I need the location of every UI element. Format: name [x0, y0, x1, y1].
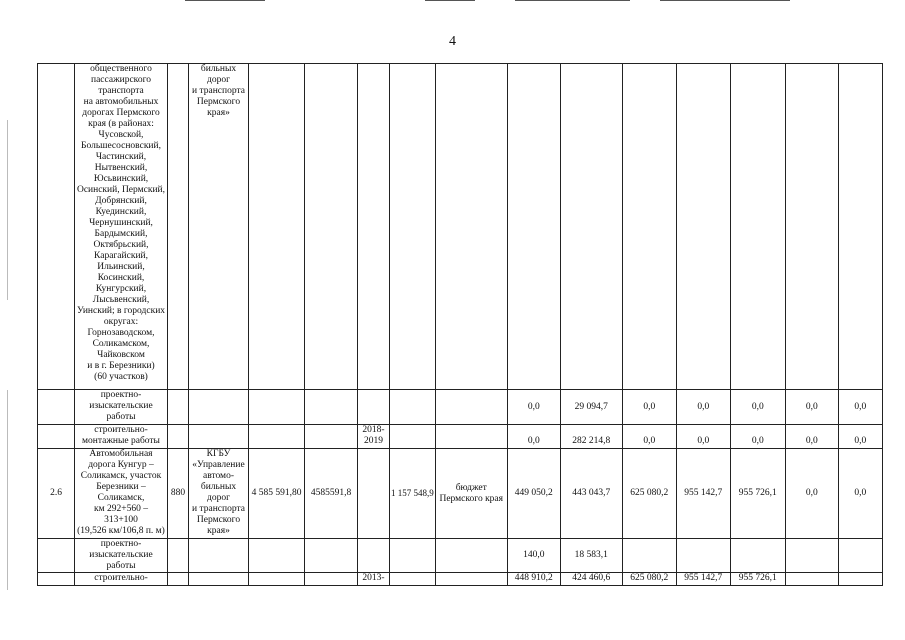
cell-years: 2013-	[358, 573, 390, 586]
table-row	[38, 64, 883, 390]
cell-source: бюджет Пермского края	[435, 449, 507, 539]
program-table	[37, 63, 883, 586]
cell-v4: 0,0	[676, 425, 730, 449]
cell-v5: 0,0	[730, 425, 785, 449]
cell-v3: 0,0	[622, 425, 676, 449]
scan-line	[425, 0, 475, 1]
cell-code	[168, 573, 189, 586]
cell-years	[358, 539, 390, 573]
cell-paid: 1 157 548,9	[390, 449, 436, 539]
table-row	[38, 573, 883, 586]
cell-v2	[560, 64, 622, 390]
cell-cost-alt	[305, 64, 358, 390]
cell-cost-alt	[305, 539, 358, 573]
cell-source	[435, 539, 507, 573]
cell-source	[435, 390, 507, 425]
cell-years	[358, 390, 390, 425]
scan-line	[185, 0, 265, 1]
cell-cost-total	[249, 573, 305, 586]
cell-cost-alt	[305, 390, 358, 425]
cell-executor	[189, 539, 249, 573]
cell-v2: 443 043,7	[560, 449, 622, 539]
cell-name: строительно-	[75, 573, 168, 586]
cell-v1	[507, 64, 560, 390]
cell-v3: 625 080,2	[622, 573, 676, 586]
cell-code: 880	[168, 449, 189, 539]
cell-v7: 0,0	[838, 425, 882, 449]
cell-v4	[676, 539, 730, 573]
cell-v2: 282 214,8	[560, 425, 622, 449]
cell-paid	[390, 425, 436, 449]
cell-name: строительно- монтажные работы	[75, 425, 168, 449]
cell-v1: 0,0	[507, 425, 560, 449]
cell-source	[435, 573, 507, 586]
cell-years: 2018- 2019	[358, 425, 390, 449]
cell-v3: 0,0	[622, 390, 676, 425]
table-row	[38, 390, 883, 425]
cell-num: 2.6	[38, 449, 75, 539]
cell-v2: 18 583,1	[560, 539, 622, 573]
cell-cost-total	[249, 539, 305, 573]
cell-v4	[676, 64, 730, 390]
cell-paid	[390, 573, 436, 586]
cell-v7	[838, 539, 882, 573]
cell-v1: 448 910,2	[507, 573, 560, 586]
cell-num	[38, 539, 75, 573]
cell-executor: КГБУ «Управление автомо- бильных дорог и транспорта Пермского края»	[189, 449, 249, 539]
scan-margin-mark	[7, 120, 8, 300]
table-row	[38, 425, 883, 449]
cell-cost-total	[249, 64, 305, 390]
cell-v7: 0,0	[838, 390, 882, 425]
cell-v1: 0,0	[507, 390, 560, 425]
cell-num	[38, 573, 75, 586]
cell-paid	[390, 64, 436, 390]
cell-cost-alt: 4585591,8	[305, 449, 358, 539]
cell-num	[38, 425, 75, 449]
cell-cost-alt	[305, 425, 358, 449]
cell-code	[168, 390, 189, 425]
cell-v5	[730, 64, 785, 390]
cell-code	[168, 539, 189, 573]
cell-v4: 0,0	[676, 390, 730, 425]
cell-years	[358, 64, 390, 390]
page-number: 4	[449, 34, 456, 49]
cell-v4: 955 142,7	[676, 449, 730, 539]
cell-v1: 449 050,2	[507, 449, 560, 539]
cell-v6	[785, 539, 838, 573]
cell-v5	[730, 539, 785, 573]
cell-v5: 0,0	[730, 390, 785, 425]
cell-v7	[838, 573, 882, 586]
cell-num	[38, 64, 75, 390]
cell-v7: 0,0	[838, 449, 882, 539]
cell-cost-total	[249, 425, 305, 449]
cell-v2: 424 460,6	[560, 573, 622, 586]
cell-v6: 0,0	[785, 425, 838, 449]
cell-name: проектно- изыскательские работы	[75, 390, 168, 425]
cell-v3: 625 080,2	[622, 449, 676, 539]
cell-executor	[189, 425, 249, 449]
cell-source	[435, 425, 507, 449]
cell-v2: 29 094,7	[560, 390, 622, 425]
cell-v3	[622, 539, 676, 573]
cell-v3	[622, 64, 676, 390]
scan-line	[515, 0, 630, 1]
cell-paid	[390, 539, 436, 573]
cell-code	[168, 64, 189, 390]
table-row	[38, 539, 883, 573]
cell-v6	[785, 64, 838, 390]
cell-name: проектно- изыскательские работы	[75, 539, 168, 573]
table-row	[38, 449, 883, 539]
cell-v5: 955 726,1	[730, 573, 785, 586]
cell-v1: 140,0	[507, 539, 560, 573]
cell-v6	[785, 573, 838, 586]
cell-name: общественного пассажирского транспорта на автомобильных дорогах Пермского края (в районах: Чусовской, Большесосновский, Частинский, Нытвенский, Юсьвинский, Осинский, Пермский, Добрянский, Куединский, Чернушинский, Бардымский, Октябрьский, Карагайский, Ильинский, Косинский, Кунгурский, Лысьвенский, Уинский; в городских округах: Горнозаводском, Соликамском, Чайковском и в г. Березники) (60 участков)	[75, 64, 168, 390]
cell-v5: 955 726,1	[730, 449, 785, 539]
cell-code	[168, 425, 189, 449]
scan-margin-mark	[7, 390, 8, 590]
cell-cost-total: 4 585 591,80	[249, 449, 305, 539]
cell-years	[358, 449, 390, 539]
cell-cost-alt	[305, 573, 358, 586]
cell-v6: 0,0	[785, 449, 838, 539]
cell-num	[38, 390, 75, 425]
cell-paid	[390, 390, 436, 425]
cell-source	[435, 64, 507, 390]
cell-executor	[189, 390, 249, 425]
cell-name: Автомобильная дорога Кунгур – Соликамск, участок Березники – Соликамск, км 292+560 – 313+100 (19,526 км/106,8 п. м)	[75, 449, 168, 539]
cell-executor: бильных дорог и транспорта Пермского края»	[189, 64, 249, 390]
cell-cost-total	[249, 390, 305, 425]
cell-v4: 955 142,7	[676, 573, 730, 586]
cell-v7	[838, 64, 882, 390]
cell-v6: 0,0	[785, 390, 838, 425]
scan-line	[660, 0, 790, 1]
cell-executor	[189, 573, 249, 586]
